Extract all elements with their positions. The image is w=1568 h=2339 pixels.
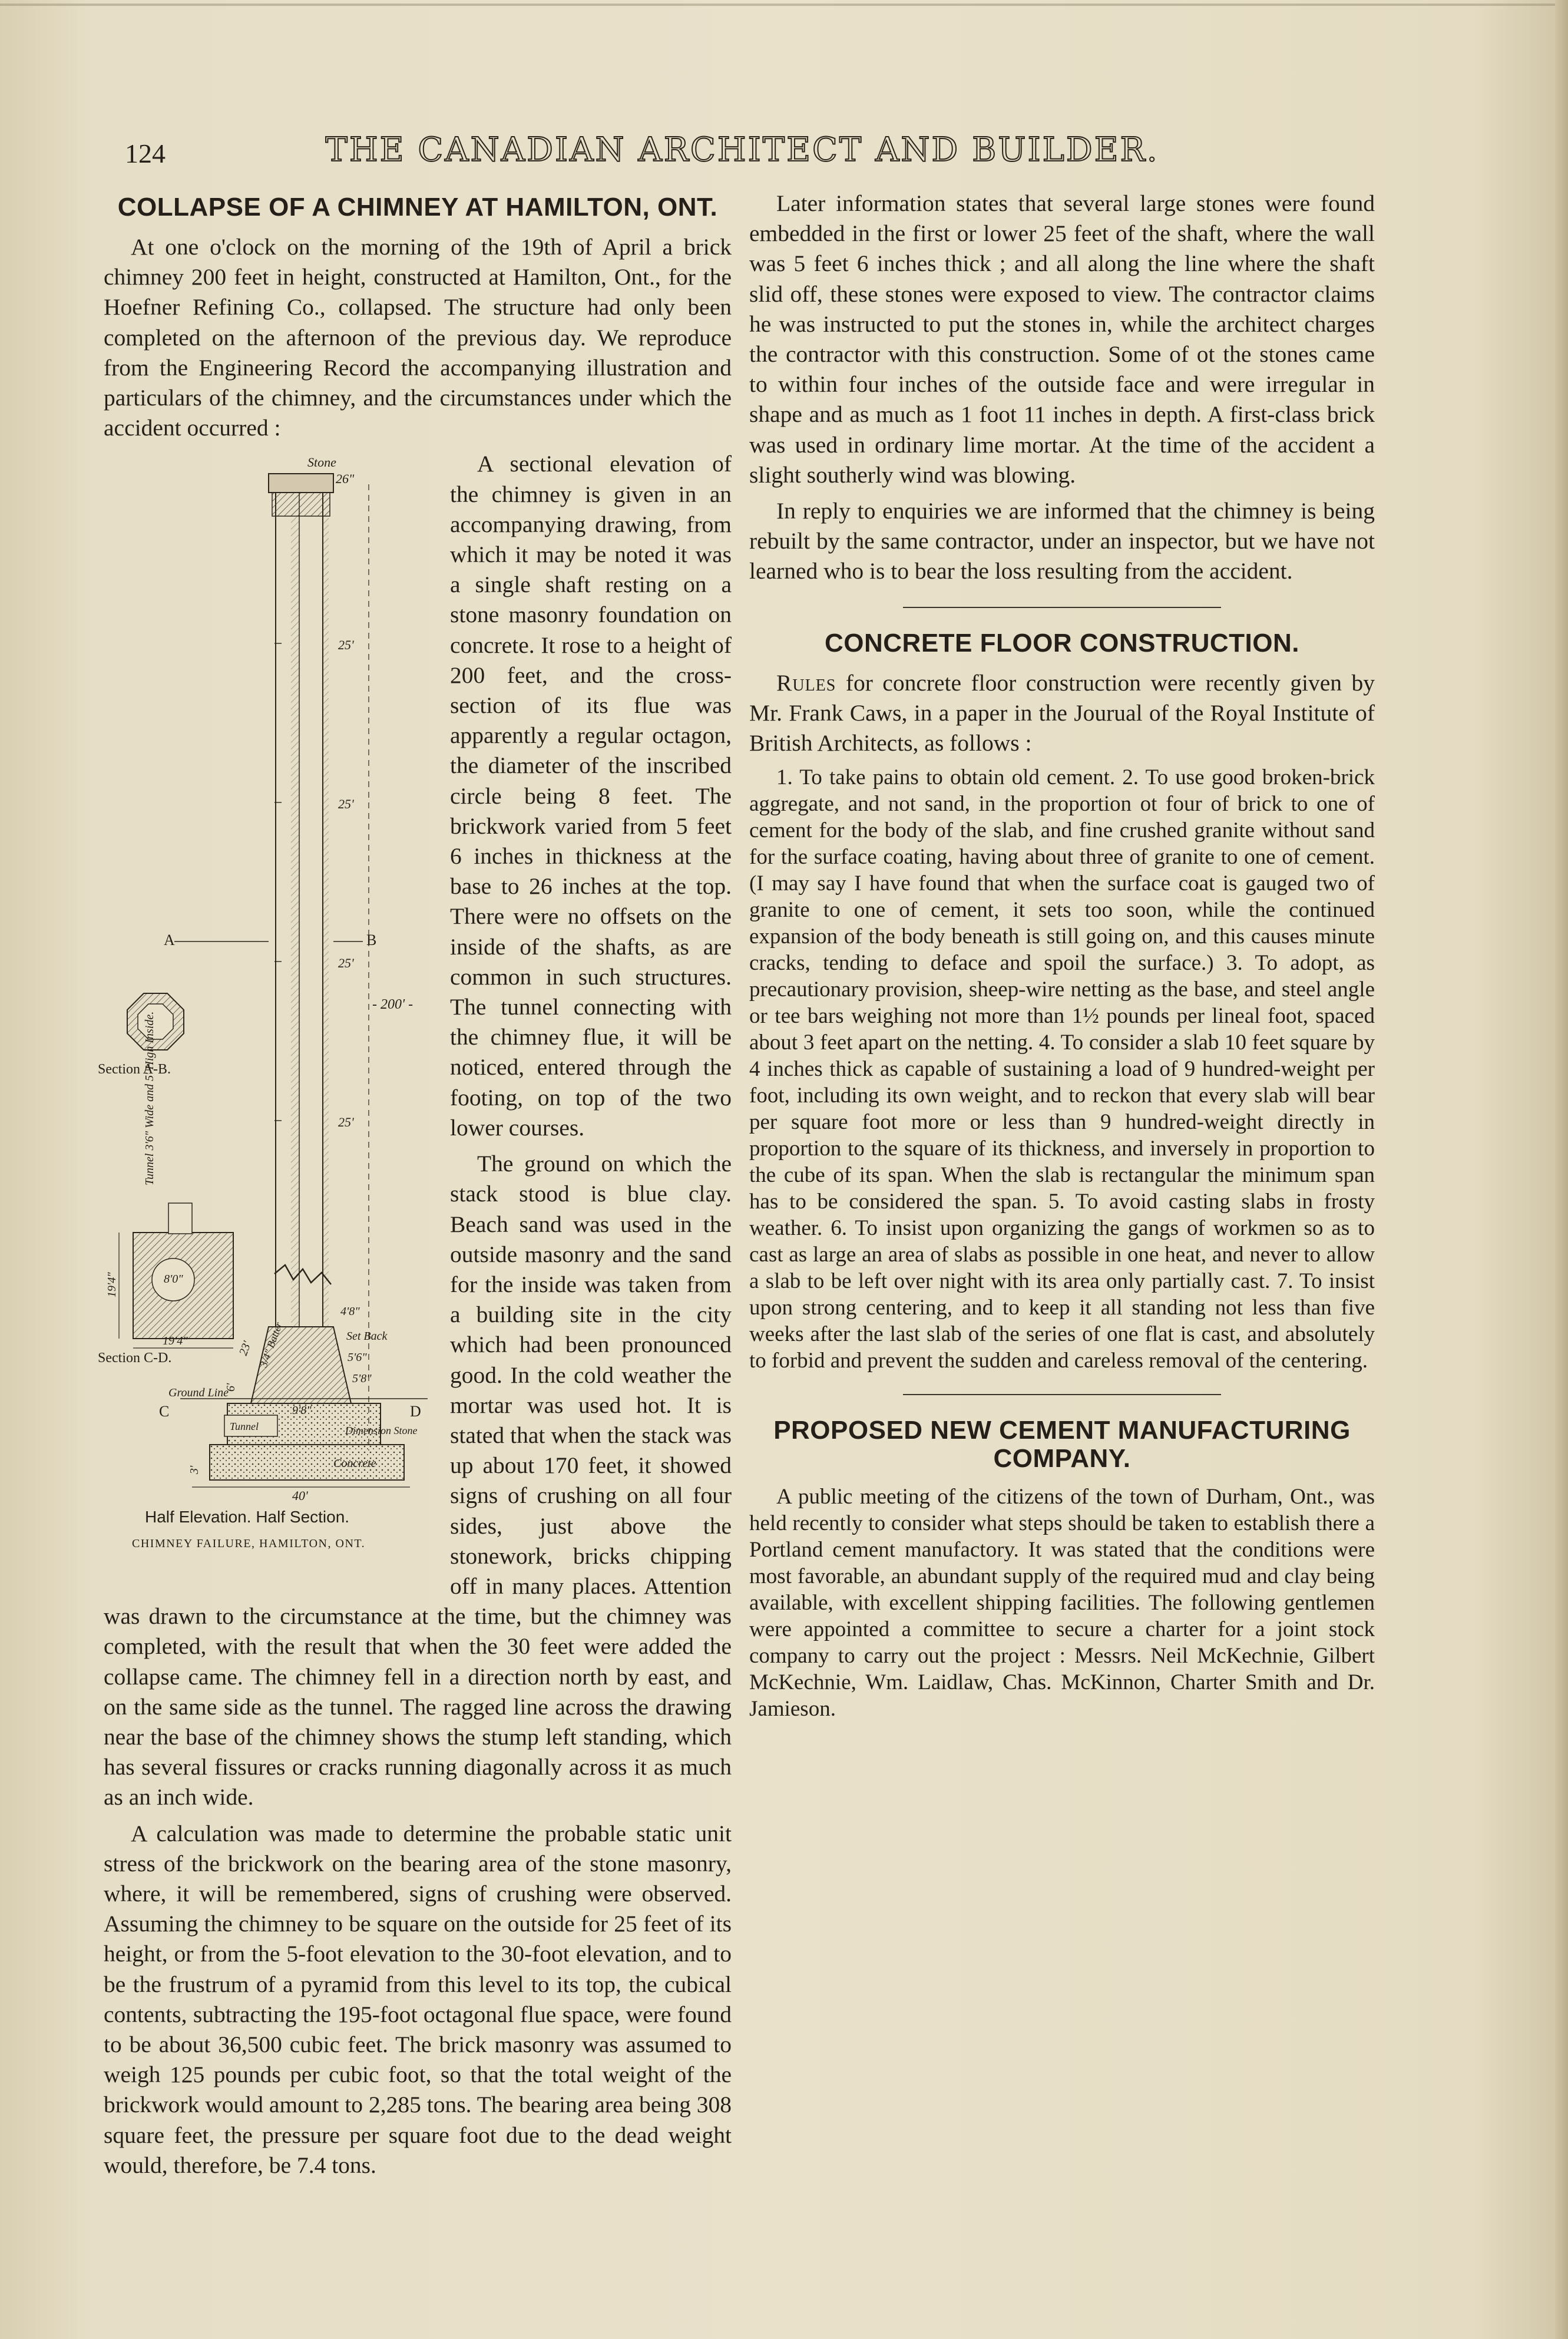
label-stone: Stone (307, 455, 336, 470)
label-seg-3: 25' (338, 956, 354, 971)
running-title: THE CANADIAN ARCHITECT AND BUILDER. (325, 131, 1159, 169)
article-title-concrete: CONCRETE FLOOR CONSTRUCTION. (825, 628, 1299, 658)
label-a: A (164, 931, 175, 949)
label-seg-2: 25' (338, 797, 354, 812)
label-height: - 200' - (372, 997, 413, 1013)
label-flue: 8'0" (164, 1273, 183, 1286)
label-setback: Set Back (346, 1330, 388, 1343)
label-seg-4: 25' (338, 1115, 354, 1130)
chimney-figure (98, 449, 443, 1586)
chimney-paragraph-3: The ground on which the stack stood is blue clay. Beach sand was used in the outside masonry and the sand for the inside was taken from a building site in the city which had been pronounced good. In the cold weather the mortar was used hot. It is stated that when the stack was up about 170 feet, it showed signs of crushing on all four sides, just above the stonework, bricks chipping off in many places. Attention was drawn to the circumstance at the time, but the chimney was completed, with the result that when the 30 feet were added the collapse came. The chimney fell in a direction north by east, and on the same side as the tunnel. The ragged line across the drawing near the base of the chimney shows the stump left standing, which has several fissures or cracks running diagonally across it as much as an inch wide. (104, 1151, 732, 1811)
chimney-paragraph-5: Later information states that several large stones were found embedded in the first or lower 25 feet of the shaft, where the wall was 5 feet 6 inches thick ; and all along the line where the shaft slid off, these stones were exposed to view. The contractor claims he was instructed to put the stones in, while the architect charges the contractor with this construction. Some of ot the stones came to within four inches of the outside face and were irregular in shape and as much as 1 foot 11 inches in depth. A first-class brick was used in ordinary lime mortar. At the time of the accident a slight southerly wind was blowing. (749, 190, 1375, 488)
article-title-chimney: COLLAPSE OF A CHIMNEY AT HAMILTON, ONT. (117, 193, 718, 222)
label-b: B (366, 931, 377, 949)
figure-caption: CHIMNEY FAILURE, HAMILTON, ONT. (132, 1537, 366, 1551)
concrete-paragraph-2: 1. To take pains to obtain old cement. 2. To use good broken-brick aggregate, and not sand, in the proportion ot four of brick to one of cement for the body of the slab, and fine crushed granite without sand for the surface coating, having about three of granite to one of cement. (I may say I have found that when the surface coat is gauged two of granite to one of cement, it sets too soon, while the continued expansion of the body beneath is still going on, and this causes minute cracks, tending to deface and spoil the surface.) 3. To adopt, as precautionary provision, sheep-wire netting as the base, and steel angle or tee bars weighing not more than 1½ pounds per lineal foot, spaced about 3 feet apart on the netting. 4. To consider a slab 10 feet square by 4 inches thick as capable of sustaining a load of 9 hundred-weight per foot, including its own weight, and to reckon that every slab will bear per square foot more or less than 9 hundred-weight directly in proportion to the square of its thickness, and inversely in proportion to the cube of its span. When the slab is rectangular the minimum span has to be considered the span. 5. To avoid casting slabs in frosty weather. 6. To insist upon organizing the gangs of workmen so as to cast as large an area of slabs as possible in one heat, and never to allow a slab to be left over night with its area only partially cast. 7. To insist upon strong centering, and to keep it all standing not less than five weeks after the last slab of the series of one flat is cast, and absolutely to forbid and prevent the sudden and careless removal of the centering. (749, 765, 1375, 1373)
label-h6: 6' (224, 1383, 237, 1392)
section-divider-2 (903, 1394, 1221, 1395)
concrete-lead-text: for concrete floor construction were recently given by Mr. Frank Caws, in a paper in the Jourual of the Royal Institute of British Architects, as follows : (749, 669, 1375, 756)
label-h3: 3' (188, 1466, 201, 1475)
label-dim-194-a: 19'4" (105, 1272, 118, 1298)
label-c: C (159, 1403, 170, 1420)
label-w48: 4'8" (340, 1305, 360, 1319)
label-w56: 5'6" (348, 1351, 367, 1365)
label-dim-stone: Dimension Stone (345, 1425, 418, 1437)
label-tunnel: Tunnel (230, 1420, 259, 1433)
concrete-paragraph-1 (749, 668, 1375, 759)
label-w40: 40' (292, 1488, 308, 1504)
article-title-cement: PROPOSED NEW CEMENT MANUFACTURING COMPANY. (773, 1416, 1351, 1474)
top-edge-line (0, 4, 1568, 6)
concrete-lead-word: Rules (776, 669, 836, 696)
page-number: 124 (125, 138, 166, 169)
binding-edge (1555, 0, 1568, 2339)
label-tunnel-note: Tunnel 3'6" Wide and 5' High Inside. (143, 1012, 156, 1186)
page-header (94, 131, 1390, 178)
label-h23: 23' (237, 1339, 254, 1358)
left-column (98, 189, 732, 2186)
label-seg-1: 25' (338, 637, 354, 653)
label-top-width: 26" (336, 471, 355, 487)
label-half-elevation: Half Elevation. Half Section. (145, 1508, 350, 1527)
label-ground: Ground Line (168, 1386, 229, 1400)
right-column (749, 189, 1375, 1728)
label-slope: 3/4" Batter (257, 1320, 285, 1369)
label-w58: 5'8" (352, 1372, 372, 1386)
chimney-paragraph-1: At one o'clock on the morning of the 19th of April a brick chimney 200 feet in height, constructed at Hamilton, Ont., for the Hoefner Refining Co., collapsed. The structure had only been completed on the afternoon of the previous day. We reproduce from the Engineering Record the accompanying illustration and particulars of the chimney, and the circumstances under which the accident occurred : (104, 234, 732, 441)
chimney-paragraph-6: In reply to enquiries we are informed that the chimney is being rebuilt by the same contractor, under an inspector, but we have not learned who is to bear the loss resulting from the accident. (749, 498, 1375, 584)
cement-paragraph-1: A public meeting of the citizens of the town of Durham, Ont., was held recently to consider what steps should be taken to establish there a Portland cement manufactory. It was stated that the conditions were most favorable, an abundant supply of the required mud and clay being available, with excellent shipping facilities. The following gentlemen were appointed a committee to secure a charter for a joint stock company to carry out the project : Messrs. Neil McKechnie, Gilbert McKechnie, Wm. Laidlaw, Chas. McKinnon, Charter Smith and Dr. Jamieson. (749, 1485, 1375, 1722)
label-w98: 9'8" (292, 1404, 312, 1418)
chimney-paragraph-2: A sectional elevation of the chimney is given in an accompanying drawing, from which it may be noted it was a single shaft resting on a stone masonry foundation on concrete. It rose to a height of 200 feet, and the cross-section of its flue was apparently a regular octagon, the diameter of the inscribed circle being 8 feet. The brickwork varied from 5 feet 6 inches in thickness at the base to 26 inches at the top. There were no offsets on the inside of the shafts, as are common in such structures. The tunnel connecting with the chimney flue, it will be noticed, entered through the footing, on top of the two lower courses. (450, 451, 732, 1141)
label-section-cd: Section C-D. (98, 1350, 172, 1366)
chimney-paragraph-4: A calculation was made to determine the probable static unit stress of the brickwork on the bearing area of the stone masonry, where, it will be remembered, signs of crushing were observed. Assuming the chimney to be square on the outside for 25 feet of its height, or from the 5-foot elevation to the 30-foot elevation, and to be the frustrum of a pyramid from this level to its top, the cubical contents, subtracting the 195-foot octagonal flue space, were found to be about 36,500 cubic feet. The brick masonry was assumed to weigh 125 pounds per cubic foot, so that the total weight of the brickwork would amount to 2,285 tons. The bearing area being 308 square feet, the pressure per square foot due to the dead weight would, therefore, be 7.4 tons. (104, 1820, 732, 2178)
label-section-ab: Section A-B. (98, 1062, 171, 1078)
label-dim-194-b: 19'4" (163, 1334, 188, 1348)
label-d: D (410, 1403, 421, 1420)
label-concrete: Concrete (333, 1457, 376, 1471)
section-divider (903, 607, 1221, 608)
